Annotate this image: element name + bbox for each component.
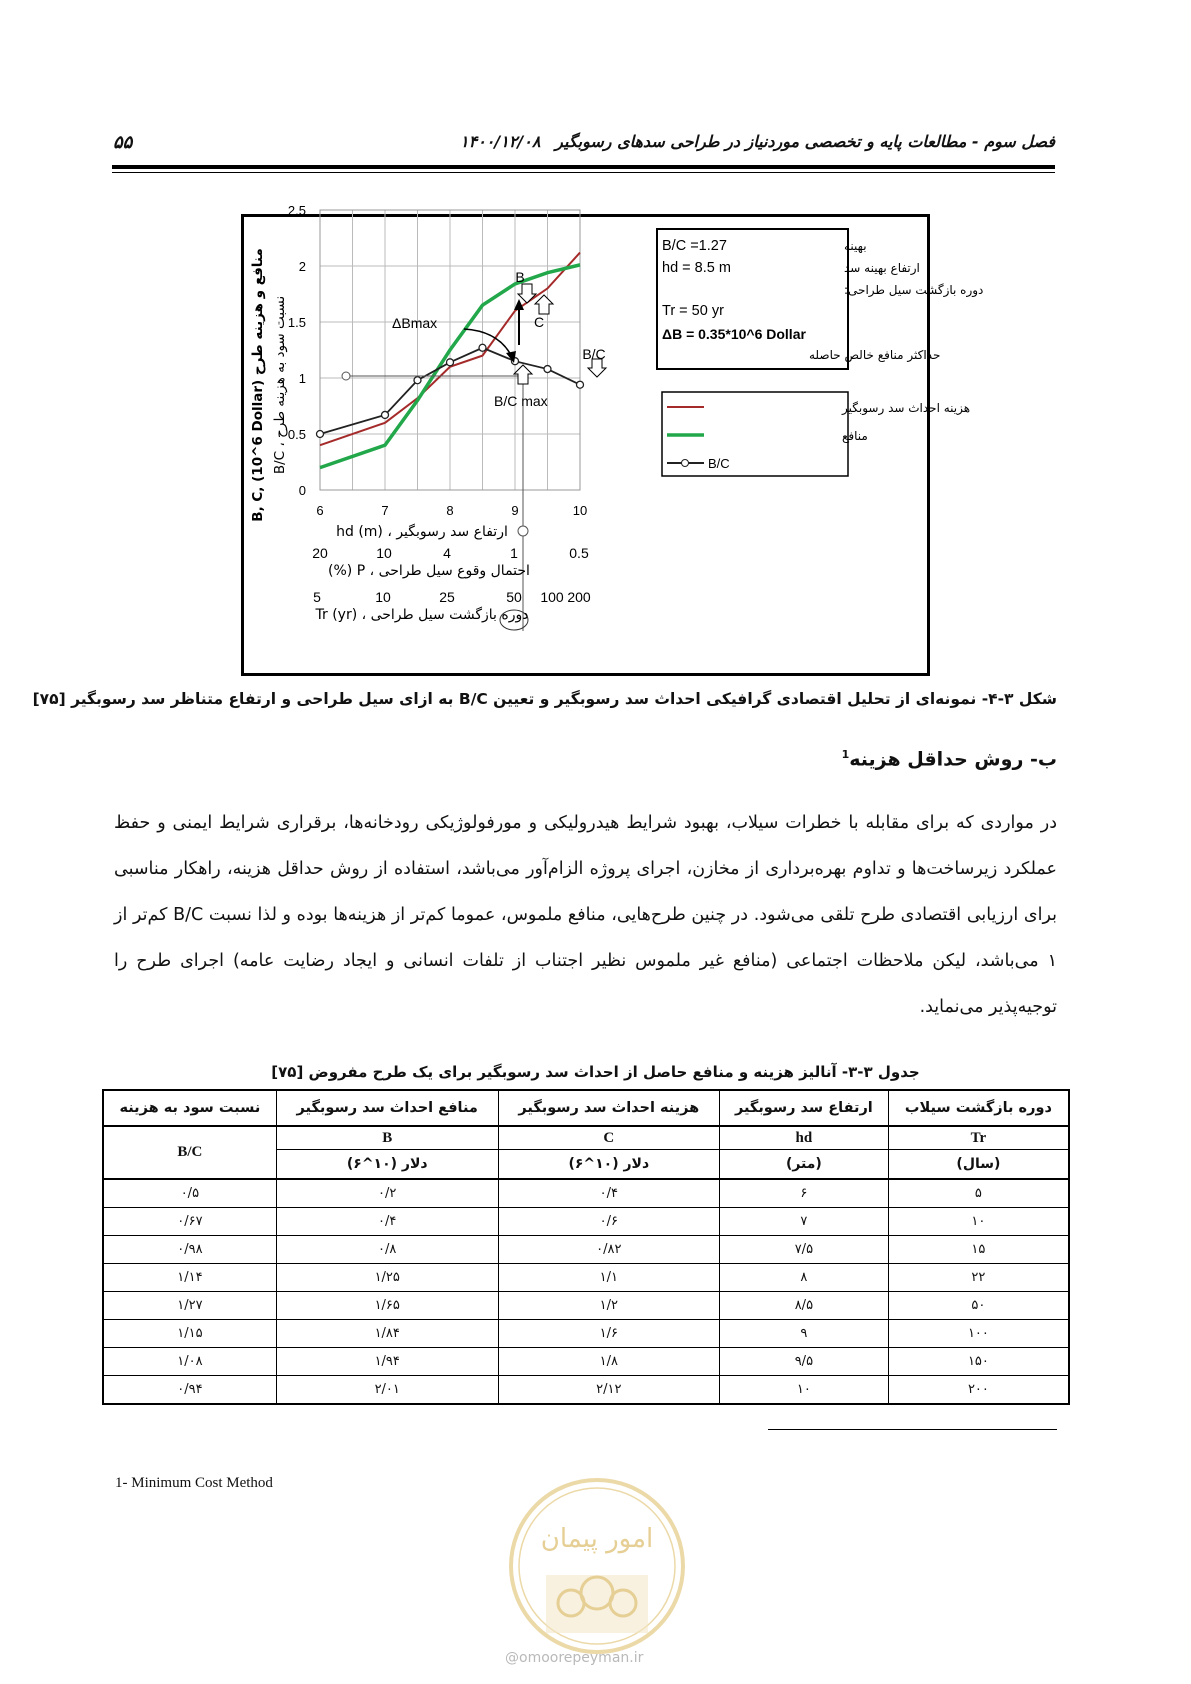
footnote: 1- Minimum Cost Method	[115, 1475, 273, 1491]
table-cell: ۰/۴	[276, 1208, 498, 1236]
info-delta-b-value: ΔB = 0.35*10^6 Dollar	[662, 326, 806, 342]
x-tick-label: 7	[381, 503, 389, 518]
bc-max-hollow-arrow	[514, 365, 532, 384]
header-chapter-title: فصل سوم - مطالعات پایه و تخصصی موردنیاز در طراحی سدهای رسوبگیر	[555, 132, 1055, 151]
legend-label: B/C	[708, 456, 730, 471]
table-cell: ۲/۰۱	[276, 1376, 498, 1405]
table-caption: جدول ۳-۳- آنالیز هزینه و منافع حاصل از احداث سد رسوبگیر برای یک طرح مفروض [۷۵]	[271, 1063, 920, 1081]
y-tick-label: 0.5	[287, 427, 306, 442]
x-tick-label: 9	[511, 503, 519, 518]
table-cell: ۱/۸۴	[276, 1320, 498, 1348]
x-tick-label: 6	[316, 503, 324, 518]
b-label: B	[515, 269, 525, 285]
info-hd-label: ارتفاع بهینه سد	[844, 261, 920, 275]
table-cell: ۰/۹۴	[103, 1376, 276, 1405]
table-cell: ۰/۲	[276, 1179, 498, 1208]
table-cell: ۸	[719, 1264, 888, 1292]
table-cell: ۱/۱۴	[103, 1264, 276, 1292]
info-hd-value: hd = 8.5 m	[662, 260, 731, 276]
bc-point	[414, 377, 421, 384]
chart-ticks	[288, 203, 587, 518]
th-unit-c: دلار (۱۰^۶)	[498, 1150, 719, 1180]
info-bc-value: B/C =1.27	[662, 238, 727, 254]
th-sym-c: C	[498, 1126, 719, 1150]
th-cost: هزینه احداث سد رسوبگیر	[498, 1090, 719, 1126]
table-row	[103, 1320, 1069, 1348]
table-cell: ۲۲	[888, 1264, 1069, 1292]
table-row	[103, 1292, 1069, 1320]
p-tick-label: 1	[510, 545, 518, 561]
y-tick-label: 2	[298, 259, 306, 274]
bc-point	[447, 359, 454, 366]
p-tick-label: 4	[443, 545, 451, 561]
legend-label: منافع	[842, 429, 868, 443]
section-title-text: ب- روش حداقل هزینه	[849, 748, 1057, 771]
table-cell: ۱۵۰	[888, 1348, 1069, 1376]
y-tick-label: 1.5	[287, 315, 306, 330]
bc-axis-marker	[342, 372, 350, 380]
table-row	[103, 1236, 1069, 1264]
table-cell: ۰/۶۷	[103, 1208, 276, 1236]
legend-marker	[682, 460, 689, 467]
th-sym-b: B	[276, 1126, 498, 1150]
table-cell: ۱۰	[888, 1208, 1069, 1236]
x-axis-label-tr: دوره بازگشت سیل طراحی ، Tr (yr)	[315, 607, 529, 623]
table-cell: ۱/۲	[498, 1292, 719, 1320]
th-sym-tr: Tr	[888, 1126, 1069, 1150]
c-hollow-arrow	[535, 295, 553, 314]
tr-tick-label: 5	[313, 589, 321, 605]
b-hollow-arrow	[518, 284, 536, 303]
th-return-period: دوره بازگشت سیلاب	[888, 1090, 1069, 1126]
table-cell: ۹/۵	[719, 1348, 888, 1376]
bc-point	[317, 431, 324, 438]
section-title	[842, 748, 1057, 770]
info-delta-b-label: حداکثر منافع خالص حاصله	[809, 348, 941, 362]
table-cell: ۵	[888, 1179, 1069, 1208]
delta-b-max-label: ΔBmax	[392, 315, 438, 331]
table-cell: ۱/۹۴	[276, 1348, 498, 1376]
legend-label: هزینه احداث سد رسوبگیر	[842, 401, 971, 415]
bc-point	[544, 366, 551, 373]
header-date: ۱۴۰۰/۱۲/۰۸	[460, 132, 541, 151]
table-cell: ۱۰۰	[888, 1320, 1069, 1348]
table-cell: ۰/۸	[276, 1236, 498, 1264]
table-cell: ۱/۲۷	[103, 1292, 276, 1320]
table-cell: ۱/۶	[498, 1320, 719, 1348]
table-cell: ۱/۱	[498, 1264, 719, 1292]
cost-benefit-table	[102, 1089, 1070, 1405]
p-tick-label: 10	[376, 545, 392, 561]
table-cell: ۰/۹۸	[103, 1236, 276, 1264]
header-rule	[112, 165, 1055, 169]
th-unit-b: دلار (۱۰^۶)	[276, 1150, 498, 1180]
info-bc-label: بهینه	[844, 239, 867, 253]
bc-point	[479, 344, 486, 351]
x-tick-label: 10	[572, 503, 588, 518]
y-axis-label-1: B, C, (10^6 Dollar) منافع و هزینه طرح	[250, 248, 266, 522]
th-sym-hd: hd	[719, 1126, 888, 1150]
th-benefit: منافع احداث سد رسوبگیر	[276, 1090, 498, 1126]
table-cell: ۶	[719, 1179, 888, 1208]
watermark-url: @omoorepeyman.ir	[505, 1650, 644, 1666]
table-cell: ۹	[719, 1320, 888, 1348]
p-tick-label: 20	[312, 545, 328, 561]
tr-tick-label: 100	[540, 589, 564, 605]
table-row	[103, 1264, 1069, 1292]
tr-tick-label: 10	[375, 589, 391, 605]
watermark-logo-text: امور پیمان	[540, 1524, 654, 1554]
table-cell: ۰/۸۲	[498, 1236, 719, 1264]
body-paragraph: در مواردی که برای مقابله با خطرات سیلاب، بهبود شرایط هیدرولیکی و مورفولوژیکی رودخانه‌ها، برقراری شرایط ایمنی و حفظ عملکرد زیرساخت‌ها و تداوم بهره‌برداری از مخازن، اجرای پروژه الزام‌آور می‌باشد، استفاده از روش حداقل هزینه، راهکار مناسبی برای ارزیابی اقتصادی طرح تلقی می‌شود. در چنین طرح‌هایی، منافع ملموس، عموما کم‌تر از هزینه‌ها بوده و لذا نسبت B/C کم‌تر از ۱ می‌باشد، لیکن ملاحظات اجتماعی (منافع غیر ملموس نظیر اجتناب از تلفات انسانی و ایجاد رضایت عامه) اجرای طرح را توجیه‌پذیر می‌نماید.	[114, 813, 1057, 1017]
p-tick-labels	[312, 545, 589, 561]
table-cell: ۷	[719, 1208, 888, 1236]
watermark-logo	[506, 1475, 688, 1657]
table-cell: ۱۰	[719, 1376, 888, 1405]
table-cell: ۱/۱۵	[103, 1320, 276, 1348]
table-cell: ۵۰	[888, 1292, 1069, 1320]
table-cell: ۰/۵	[103, 1179, 276, 1208]
y-axis-label-2: B/C ، نسبت سود به هزینه طرح	[272, 295, 288, 475]
table-cell: ۷/۵	[719, 1236, 888, 1264]
y-tick-label: 2.5	[287, 203, 306, 218]
c-label: C	[533, 314, 545, 330]
economic-analysis-chart	[244, 203, 984, 673]
th-unit-hd: (متر)	[719, 1150, 888, 1180]
p-tick-label: 0.5	[569, 545, 589, 561]
footnote-rule	[768, 1429, 1057, 1430]
table-cell: ۱/۰۸	[103, 1348, 276, 1376]
bc-label: B/C	[582, 346, 606, 362]
table-cell: ۱/۸	[498, 1348, 719, 1376]
tr-tick-label: 200	[567, 589, 591, 605]
bc-max-label: B/C max	[494, 393, 548, 409]
table-cell: ۱/۶۵	[276, 1292, 498, 1320]
page-number: ۵۵	[113, 132, 133, 153]
y-tick-label: 1	[298, 371, 306, 386]
figure-caption: شکل ۳-۴- نمونه‌ای از تحلیل اقتصادی گرافیکی احداث سد رسوبگیر و تعیین B/C به ازای سیل طراحی و ارتفاع متناظر سد رسوبگیر [۷۵]	[32, 690, 1057, 708]
x-axis-label-p: احتمال وقوع سیل طراحی ، P (%)	[328, 563, 530, 579]
table-cell: ۰/۶	[498, 1208, 719, 1236]
table-cell: ۱۵	[888, 1236, 1069, 1264]
tr-tick-label: 25	[439, 589, 455, 605]
bc-point	[577, 381, 584, 388]
table-row	[103, 1179, 1069, 1208]
x-tick-label: 8	[446, 503, 454, 518]
y-tick-label: 0	[298, 483, 306, 498]
tr-tick-label: 50	[506, 589, 522, 605]
header-rule-thin	[112, 172, 1055, 173]
table-cell: ۸/۵	[719, 1292, 888, 1320]
bc-point	[382, 411, 389, 418]
table-row	[103, 1348, 1069, 1376]
table-row	[103, 1208, 1069, 1236]
hd-axis-marker	[518, 526, 528, 536]
table-cell: ۱/۲۵	[276, 1264, 498, 1292]
table-cell: ۲۰۰	[888, 1376, 1069, 1405]
tr-tick-labels	[313, 589, 591, 605]
th-unit-tr: (سال)	[888, 1150, 1069, 1180]
th-sym-bc: B/C	[103, 1126, 276, 1179]
footnote-ref: 1	[841, 748, 850, 761]
info-tr-label: دوره بازگشت سیل طراحی:	[844, 283, 984, 297]
table-row	[103, 1376, 1069, 1405]
th-bc-ratio: نسبت سود به هزینه	[103, 1090, 276, 1126]
info-tr-value: Tr = 50 yr	[662, 303, 724, 319]
x-axis-label-hd: ارتفاع سد رسوبگیر ، hd (m)	[336, 524, 508, 540]
table-cell: ۰/۴	[498, 1179, 719, 1208]
th-dam-height: ارتفاع سد رسوبگیر	[719, 1090, 888, 1126]
table-cell: ۲/۱۲	[498, 1376, 719, 1405]
